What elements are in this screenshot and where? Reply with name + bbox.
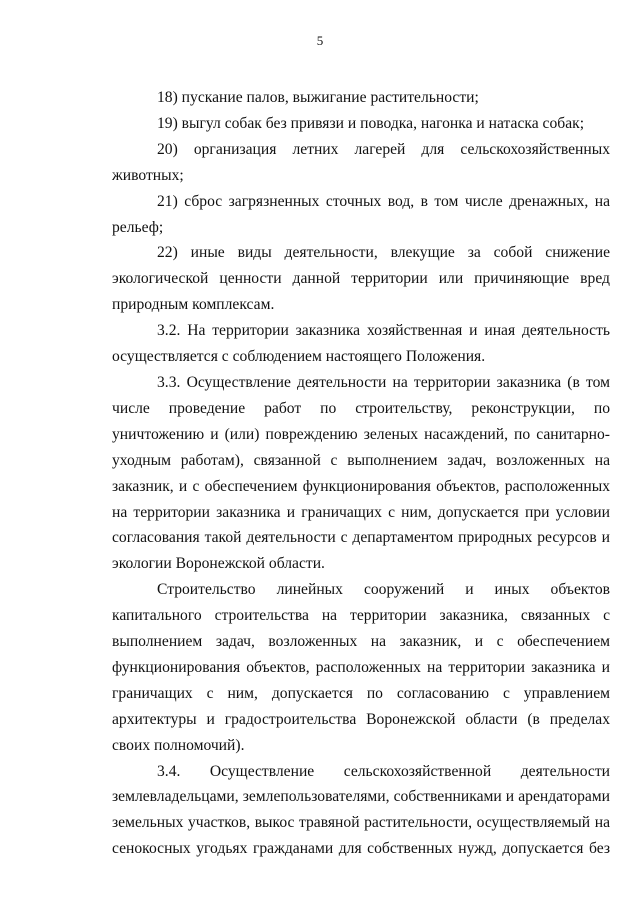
paragraph-item-21: 21) сброс загрязненных сточных вод, в том числе дренажных, на рельеф; [112, 192, 610, 236]
paragraph-section-3-3: 3.3. Осуществление деятельности на территории заказника (в том числе проведение работ по строительству, реконструкции, по уничтожению и (или) повреждению зеленых насаждений, по санитарно-уходным работам), связанной с выполнением задач, возложенных на заказник, и с обеспечением функционирования объектов, расположенных на территории заказника и граничащих с ним, допускается при условии согласования такой деятельности с департаментом природных ресурсов и экологии Воронежской области. [112, 373, 610, 573]
paragraph-item-22: 22) иные виды деятельности, влекущие за собой снижение экологической ценности данной территории или причиняющие вред природным комплексам. [112, 244, 610, 314]
document-body [112, 85, 610, 862]
paragraph-item-18: 18) пускание палов, выжигание растительности; [157, 89, 479, 106]
paragraph-section-3-4: 3.4. Осуществление сельскохозяйственной деятельности землевладельцами, землепользователями, собственниками и арендаторами земельных участков, выкос травяной растительности, осуществляемый на сенокосных угодьях гражданами для собственных нужд, допускается без [112, 762, 610, 858]
paragraph-item-19: 19) выгул собак без привязи и поводка, нагонка и натаска собак; [157, 114, 585, 132]
paragraph-section-3-2: 3.2. На территории заказника хозяйственная и иная деятельность осуществляется с соблюдением настоящего Положения. [112, 322, 610, 366]
page-number: 5 [316, 33, 324, 48]
paragraph-construction: Строительство линейных сооружений и иных объектов капитального строительства на территории заказника, связанных с выполнением задач, возложенных на заказник, и с обеспечением функционирования объектов, расположенных на территории заказника и граничащих с ним, допускается по согласованию с управлением архитектуры и градостроительства Воронежской области (в пределах своих полномочий). [112, 581, 610, 754]
paragraph-item-20: 20) организация летних лагерей для сельскохозяйственных животных; [112, 140, 610, 184]
